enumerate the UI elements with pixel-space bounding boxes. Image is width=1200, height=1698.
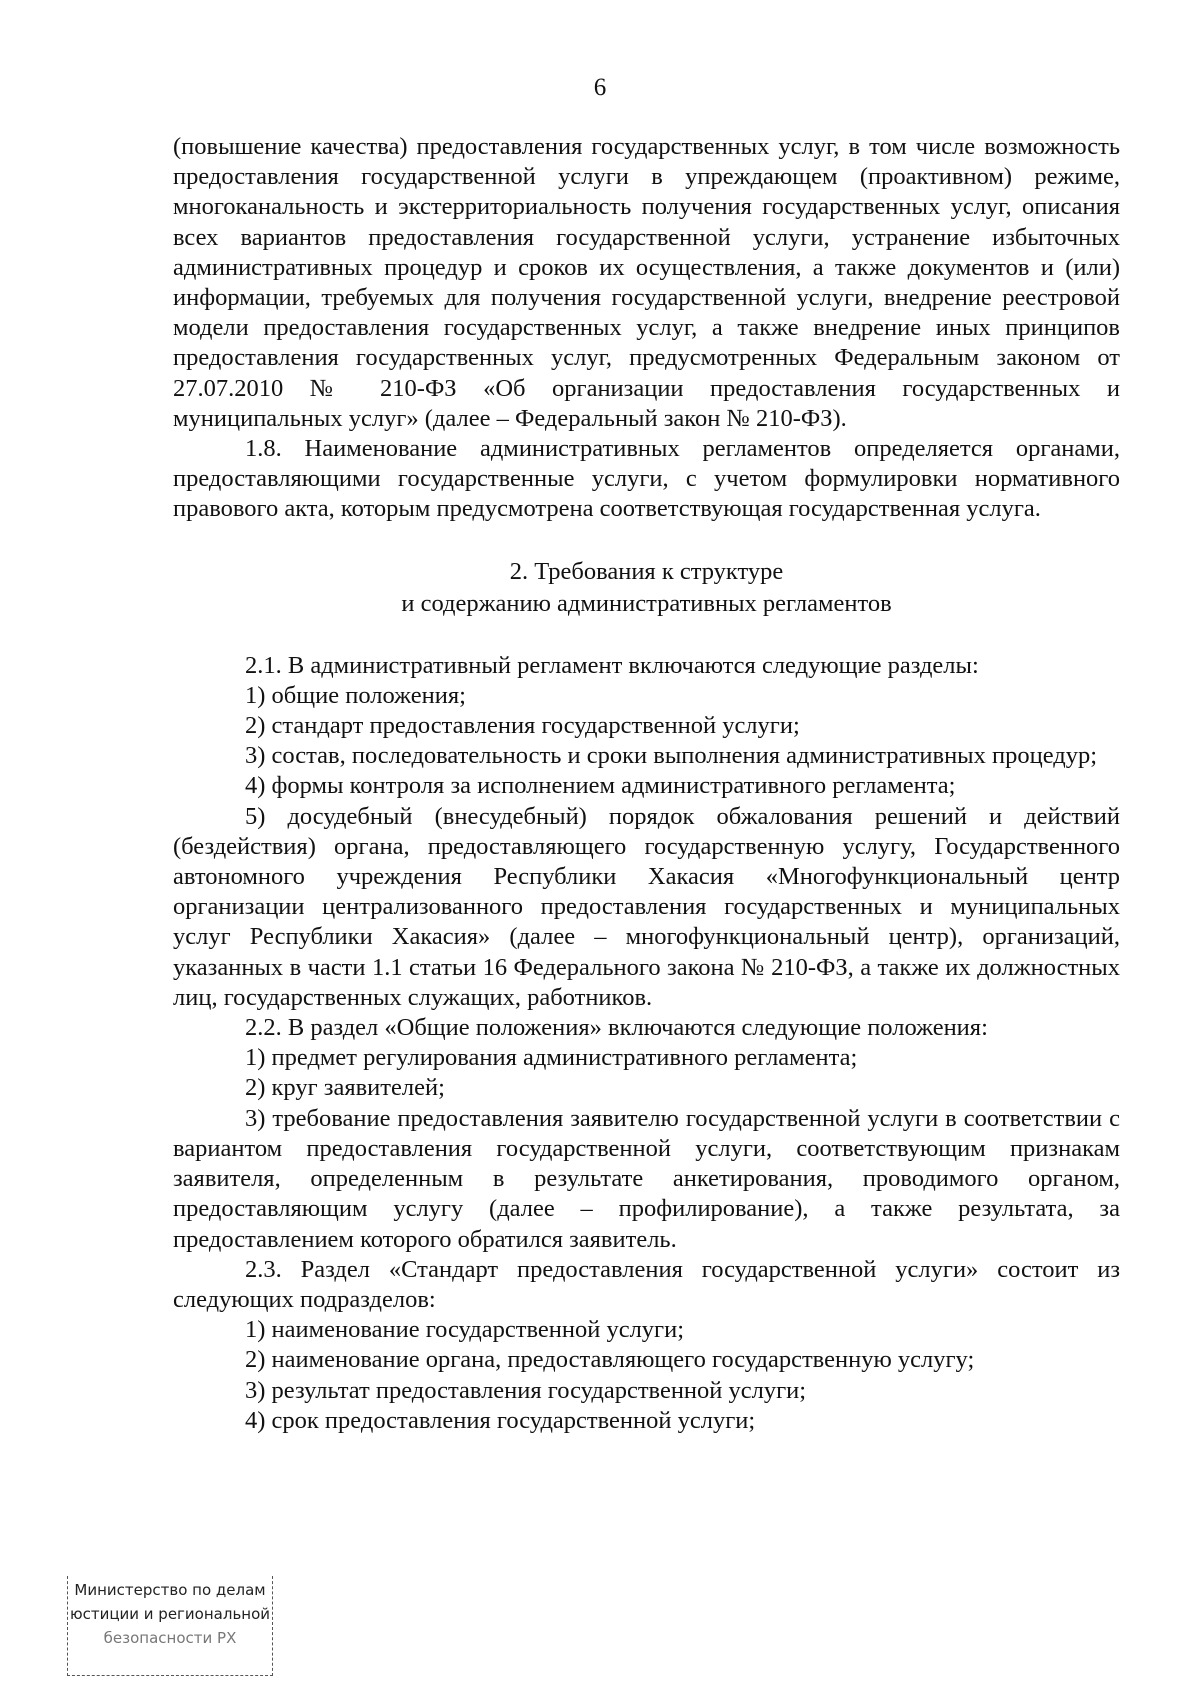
- list-item: 4) срок предоставления государственной услуги;: [245, 1406, 756, 1434]
- section-heading-line2: и содержанию административных регламентов: [401, 589, 892, 617]
- paragraph-continuation: (повышение качества) предоставления государственных услуг, в том числе возможность предоставления государственной услуги в упреждающем (проактивном) режиме, многоканальность и экстерриториальность получения государственных услуг, описания всех вариантов предоставления государственной услуги, устранение избыточных административных процедур и сроков их осуществления, а также документов и (или) информации, требуемых для получения государственной услуги, внедрение реестровой модели предоставления государственных услуг, а также внедрение иных принципов предоставления государственных услуг, предусмотренных Федеральным законом от 27.07.2010 № 210-ФЗ «Об организации предоставления государственных и муниципальных услуг» (далее – Федеральный закон № 210-ФЗ).: [173, 133, 1120, 432]
- section-heading-line1: 2. Требования к структуре: [509, 557, 784, 585]
- list-item: 1) наименование государственной услуги;: [245, 1316, 685, 1344]
- stamp-line: Министерство по делам: [74, 1581, 266, 1599]
- list-item: 1) общие положения;: [245, 681, 466, 709]
- list-item: 2) стандарт предоставления государственной услуги;: [245, 712, 800, 740]
- list-item: 2) круг заявителей;: [245, 1074, 445, 1102]
- page-number: 6: [593, 74, 607, 101]
- list-item: 5) досудебный (внесудебный) порядок обжалования решений и действий (бездействия) органа, предоставляющего государственную услугу, Государственного автономного учреждения Республики Хакасия «Многофункциональный центр организации централизованного предоставления государственных и муниципальных услуг Республики Хакасия» (далее – многофункциональный центр), организаций, указанных в части 1.1 статьи 16 Федерального закона № 210-ФЗ, а также их должностных лиц, государственных служащих, работников.: [173, 802, 1120, 1011]
- ministry-stamp: [67, 1576, 273, 1676]
- paragraph-2-2: 2.2. В раздел «Общие положения» включаются следующие положения:: [245, 1014, 988, 1042]
- paragraph-2-3: 2.3. Раздел «Стандарт предоставления государственной услуги» состоит из следующих подразделов:: [173, 1255, 1120, 1313]
- list-item: 4) формы контроля за исполнением административного регламента;: [245, 772, 956, 800]
- document-body: [173, 132, 1120, 1436]
- list-item: 1) предмет регулирования административного регламента;: [245, 1044, 858, 1072]
- paragraph-1-8: 1.8. Наименование административных регламентов определяется органами, предоставляющими государственные услуги, с учетом формулировки нормативного правового акта, которым предусмотрена соответствующая государственная услуга.: [173, 435, 1120, 523]
- stamp-line: безопасности РХ: [103, 1629, 237, 1647]
- list-item: 3) требование предоставления заявителю государственной услуги в соответствии с вариантом предоставления государственной услуги, соответствующим признакам заявителя, определенным в результате анкетирования, проводимого органом, предоставляющим услугу (далее – профилирование), а также результата, за предоставлением которого обратился заявитель.: [173, 1104, 1120, 1253]
- list-item: 2) наименование органа, предоставляющего государственную услугу;: [245, 1346, 975, 1374]
- list-item: 3) результат предоставления государственной услуги;: [245, 1376, 807, 1404]
- list-item: 3) состав, последовательность и сроки выполнения административных процедур;: [245, 742, 1098, 770]
- stamp-line: юстиции и региональной: [69, 1605, 271, 1623]
- section-heading: [173, 556, 1120, 620]
- paragraph-2-1: 2.1. В административный регламент включаются следующие разделы:: [245, 651, 979, 679]
